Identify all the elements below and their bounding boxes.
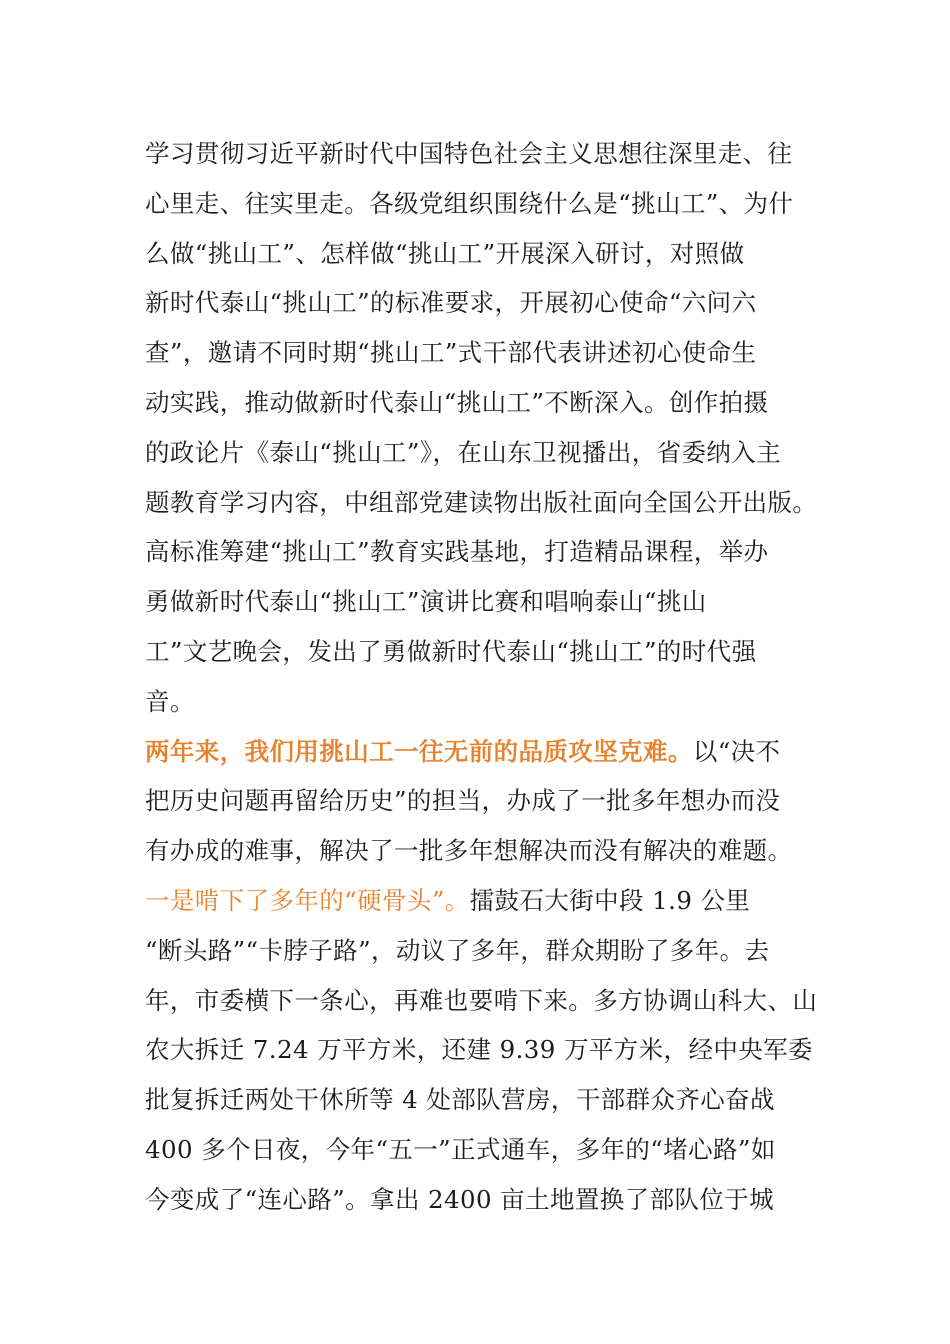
text-run: 以“决不	[692, 736, 781, 766]
text-line	[145, 727, 810, 777]
text-line: 学习贯彻习近平新时代中国特色社会主义思想往深里走、往	[145, 139, 793, 168]
text-line: 新时代泰山“挑山工”的标准要求，开展初心使命“六问六	[145, 288, 757, 318]
text-line: 年，市委横下一条心，再难也要啃下来。多方协调山科大、山	[145, 985, 818, 1015]
text-line	[145, 876, 810, 926]
text-line: 400 多个日夜，今年“五一”正式通车，多年的“堵心路”如	[145, 1134, 776, 1164]
text-line: 高标准筹建“挑山工”教育实践基地，打造精品课程，举办	[145, 537, 769, 567]
text-line: 的政论片《泰山“挑山工”》，在山东卫视播出，省委纳入主	[145, 437, 782, 467]
document-body	[145, 129, 818, 1225]
subsection-heading: 一是啃下了多年的“硬骨头”。	[145, 885, 470, 915]
text-line: 有办成的难事，解决了一批多年想解决而没有解决的难题。	[145, 836, 793, 866]
text-line: 勇做新时代泰山“挑山工”演讲比赛和唱响泰山“挑山	[145, 587, 707, 617]
text-line: 农大拆迁 7.24 万平方米，还建 9.39 万平方米，经中央军委	[145, 1035, 813, 1065]
text-line: 工”文艺晚会，发出了勇做新时代泰山“挑山工”的时代强	[145, 636, 757, 666]
text-line: 题教育学习内容，中组部党建读物出版社面向全国公开出版。	[145, 487, 818, 517]
text-line: 动实践，推动做新时代泰山“挑山工”不断深入。创作拍摄	[145, 387, 769, 417]
text-line: 把历史问题再留给历史”的担当，办成了一批多年想办而没	[145, 786, 781, 816]
text-line: 音。	[145, 686, 195, 716]
text-run: 擂鼓石大街中段 1.9 公里	[469, 885, 751, 915]
text-line: 查”，邀请不同时期“挑山工”式干部代表讲述初心使命生	[145, 338, 757, 368]
text-line: “断头路”“卡脖子路”，动议了多年，群众期盼了多年。去	[145, 935, 770, 965]
text-line: 心里走、往实里走。各级党组织围绕什么是“挑山工”、为什	[145, 188, 794, 218]
text-line: 么做“挑山工”、怎样做“挑山工”开展深入研讨，对照做	[145, 238, 745, 268]
section-heading: 两年来，我们用挑山工一往无前的品质攻坚克难。	[145, 736, 693, 766]
text-line: 批复拆迁两处干休所等 4 处部队营房，干部群众齐心奋战	[145, 1085, 775, 1115]
text-line: 今变成了“连心路”。拿出 2400 亩土地置换了部队位于城	[145, 1184, 775, 1214]
